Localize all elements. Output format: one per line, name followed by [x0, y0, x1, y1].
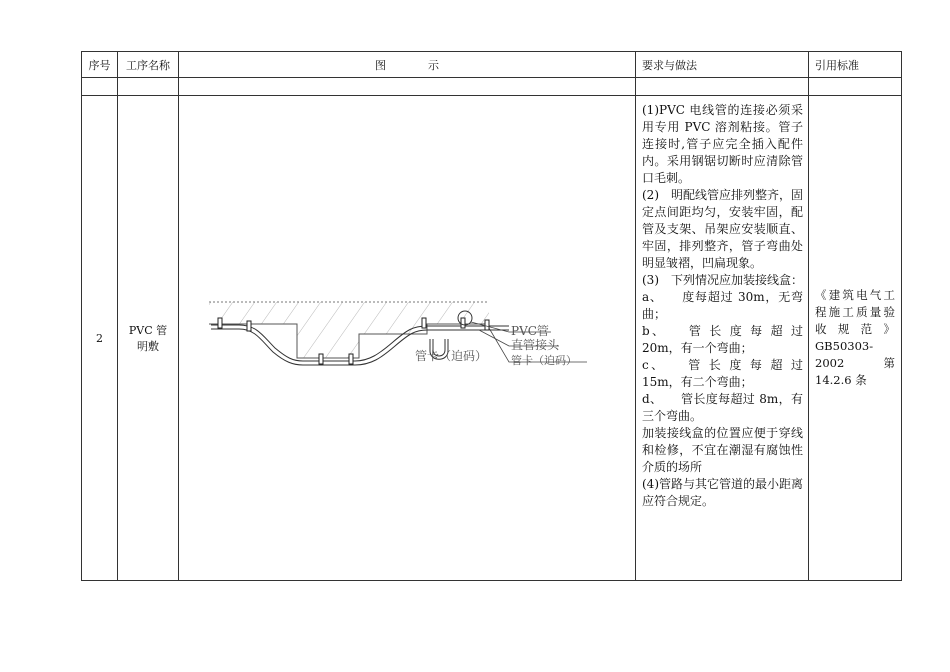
- header-standard: 引用标准: [809, 52, 902, 78]
- header-row: [82, 52, 902, 78]
- req-item-4: (4)管路与其它管道的最小距离应符合规定。: [642, 477, 803, 508]
- req-item-3d: d、 管长度每超过 8m，有三个弯曲。: [642, 392, 803, 423]
- header-figure: 图 示: [179, 52, 636, 78]
- process-line-1: PVC 管: [128, 324, 168, 337]
- req-item-2: (2) 明配线管应排列整齐，固定点间距均匀，安装牢固，配管及支架、吊架应安装顺直、牢固，排列整齐，管子弯曲处明显皱褶，凹扁现象。: [642, 188, 803, 270]
- req-item-3b: b、 管 长 度 每 超 过 20m，有一个弯曲；: [642, 324, 803, 355]
- process-line-2: 明敷: [137, 340, 159, 353]
- req-item-3a: a、 度每超过 30m，无弯曲；: [642, 290, 803, 321]
- label-pipe-clip-left: 管卡（迫码）: [415, 349, 488, 363]
- req-item-3-note: 加装接线盒的位置应便于穿线和检修，不宜在潮湿有腐蚀性介质的场所: [642, 426, 803, 474]
- header-requirement: 要求与做法: [636, 52, 809, 78]
- row-process-name: [118, 96, 179, 581]
- req-item-3: (3) 下列情况应加装接线盒：: [642, 273, 803, 287]
- requirement-cell: [636, 96, 809, 581]
- header-seq: 序号: [82, 52, 118, 78]
- empty-row: [82, 78, 902, 96]
- figure-cell: [179, 96, 636, 581]
- row-seq: 2: [82, 96, 118, 581]
- construction-standard-table: [81, 51, 902, 581]
- pvc-pipe-diagram: [179, 96, 636, 576]
- label-straight-coupling: 直管接头: [511, 338, 560, 352]
- req-item-1: (1)PVC 电线管的连接必须采用专用 PVC 溶剂粘接。管子连接时,管子应完全插入配件内。采用钢锯切断时应清除管口毛刺。: [642, 103, 803, 185]
- standard-cell: 《建筑电气工程施工质量验收规范》GB50303-2002 第 14.2.6 条: [809, 96, 902, 581]
- label-pipe-clip-right: 管卡（迫码）: [511, 354, 577, 367]
- req-item-3c: c、 管 长 度 每 超 过 15m，有二个弯曲；: [642, 358, 803, 389]
- header-process-name: 工序名称: [118, 52, 179, 78]
- table-row: [82, 96, 902, 581]
- label-pvc-pipe: PVC管: [511, 324, 549, 338]
